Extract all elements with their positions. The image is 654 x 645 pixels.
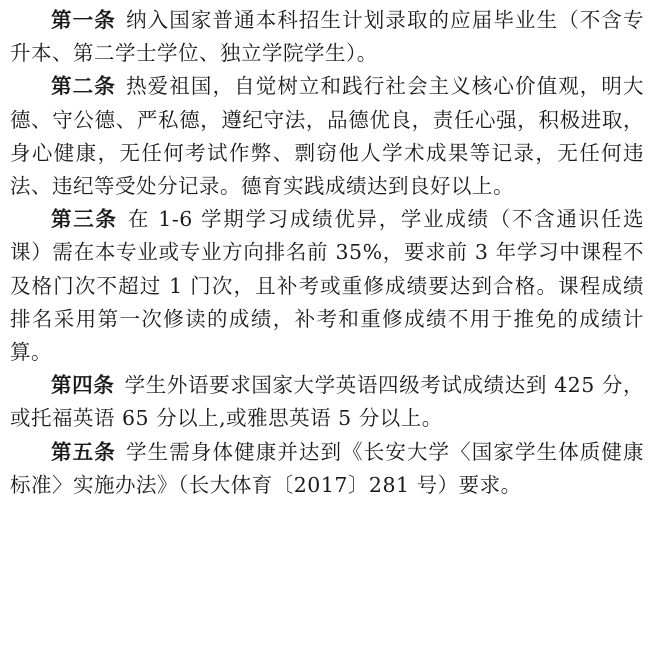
article-3 xyxy=(10,203,644,369)
article-label: 第五条 xyxy=(51,439,116,464)
article-text: 热爱祖国，自觉树立和践行社会主义核心价值观，明大德、守公德、严私德，遵纪守法，品德优良，责任心强，积极进取，身心健康，无任何考试作弊、剽窃他人学术成果等记录，无任何违法、违纪等受处分记录。德育实践成绩达到良好以上。 xyxy=(10,74,645,199)
article-text: 学生需身体健康并达到《长安大学〈国家学生体质健康标准〉实施办法》（长大体育〔2017〕281 号）要求。 xyxy=(10,439,645,497)
article-5 xyxy=(10,436,644,502)
article-text: 学生外语要求国家大学英语四级考试成绩达到 425 分，或托福英语 65 分以上,或雅思英语 5 分以上。 xyxy=(10,373,644,431)
article-label: 第四条 xyxy=(51,373,115,398)
article-2 xyxy=(10,70,644,203)
article-4 xyxy=(10,369,644,435)
article-1 xyxy=(10,4,644,70)
article-text: 纳入国家普通本科招生计划录取的应届毕业生（不含专升本、第二学士学位、独立学院学生）。 xyxy=(10,8,645,66)
article-label: 第三条 xyxy=(51,207,118,232)
article-label: 第二条 xyxy=(51,74,116,99)
article-text: 在 1-6 学期学习成绩优异，学业成绩（不含通识任选课）需在本专业或专业方向排名前 35%，要求前 3 年学习中课程不及格门次不超过 1 门次，且补考或重修成绩要达到合格。课程成绩排名采用第一次修读的成绩，补考和重修成绩不用于推免的成绩计算。 xyxy=(10,207,644,365)
document-body xyxy=(10,4,644,502)
article-label: 第一条 xyxy=(51,8,116,32)
